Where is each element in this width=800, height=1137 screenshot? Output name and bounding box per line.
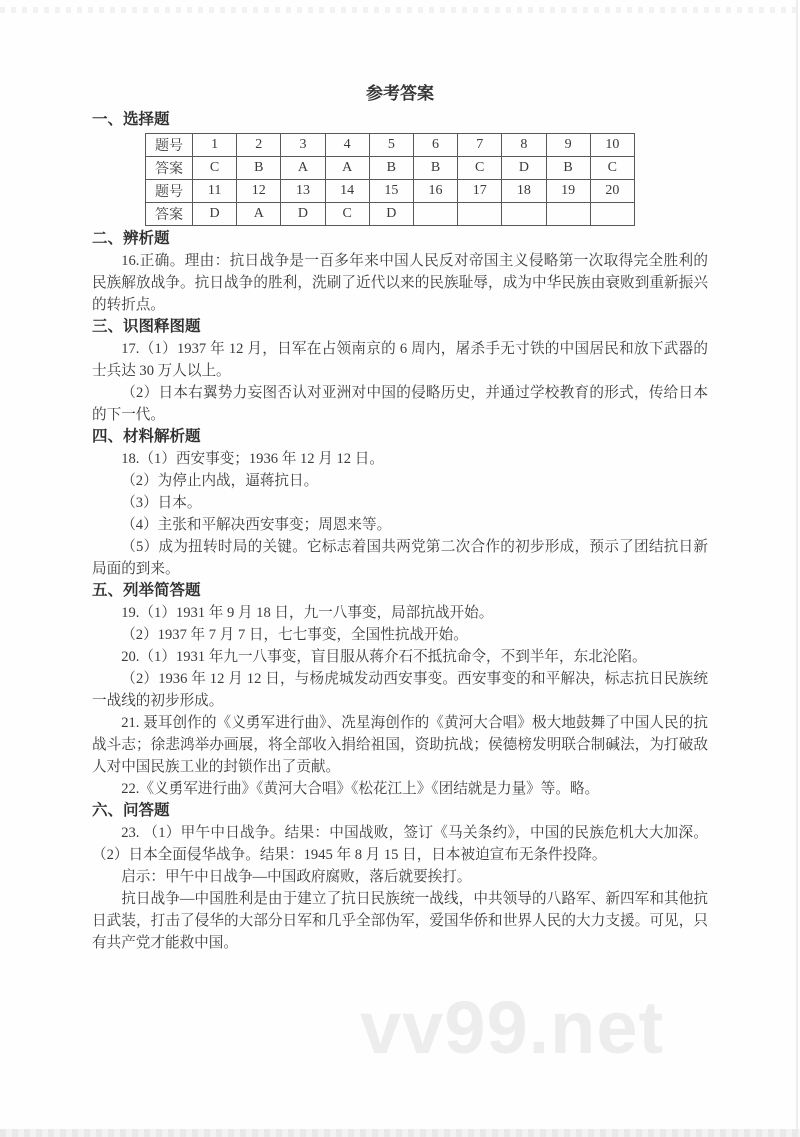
table-cell: C (193, 157, 237, 180)
section-heading-discrimination: 二、辨析题 (92, 230, 170, 247)
table-cell (546, 203, 590, 226)
scan-edge-top (0, 7, 800, 13)
table-cell: D (281, 203, 325, 226)
table-cell: 3 (281, 134, 325, 157)
table-cell: 7 (458, 134, 502, 157)
table-cell: 12 (237, 180, 281, 203)
table-cell: D (193, 203, 237, 226)
table-cell: 19 (546, 180, 590, 203)
paragraph-answer-16: 16.正确。理由：抗日战争是一百多年来中国人民反对帝国主义侵略第一次取得完全胜利的民族解放战争。抗日战争的胜利，洗刷了近代以来的民族耻辱，成为中华民族由衰败到重新振兴的转折点。 (92, 253, 708, 313)
table-cell: C (458, 157, 502, 180)
paragraph-answer-17-2: （2）日本右翼势力妄图否认对亚洲对中国的侵略历史，并通过学校教育的形式，传给日本的下一代。 (92, 385, 708, 423)
table-cell (458, 203, 502, 226)
paragraph-answer-19-1: 19.（1）1931 年 9 月 18 日，九一八事变，局部抗战开始。 (121, 605, 494, 621)
paragraph-answer-18-2: （2）为停止内战，逼蒋抗日。 (121, 473, 319, 489)
row-label: 答案 (146, 157, 193, 180)
table-cell: C (325, 203, 369, 226)
table-cell: 9 (546, 134, 590, 157)
table-cell: 5 (369, 134, 413, 157)
table-row (146, 157, 635, 180)
paragraph-answer-20-2: （2）1936 年 12 月 12 日，与杨虎城发动西安事变。西安事变的和平解决，标志抗日民族统一战线的初步形成。 (92, 671, 708, 709)
section-heading-material: 四、材料解析题 (92, 428, 201, 445)
page-title: 参考答案 (366, 84, 434, 103)
table-cell: D (502, 157, 546, 180)
table-cell: 20 (590, 180, 634, 203)
table-cell: A (281, 157, 325, 180)
table-cell: 15 (369, 180, 413, 203)
table-cell: B (546, 157, 590, 180)
row-label: 题号 (146, 180, 193, 203)
table-cell: 16 (413, 180, 457, 203)
table-cell: 4 (325, 134, 369, 157)
table-cell: C (590, 157, 634, 180)
table-row (146, 134, 635, 157)
paragraph-answer-17-1: 17.（1）1937 年 12 月，日军在占领南京的 6 周内，屠杀手无寸铁的中国居民和放下武器的士兵达 30 万人以上。 (92, 341, 708, 379)
row-label: 题号 (146, 134, 193, 157)
section-heading-qa: 六、问答题 (92, 802, 170, 819)
table-cell: B (369, 157, 413, 180)
table-row (146, 203, 635, 226)
paragraph-answer-18-3: （3）日本。 (121, 495, 202, 511)
table-cell: 10 (590, 134, 634, 157)
section-heading-choice: 一、选择题 (92, 111, 170, 128)
watermark: vv99.net (360, 986, 665, 1069)
table-cell: 18 (502, 180, 546, 203)
scan-edge-bottom (0, 1129, 800, 1137)
paragraph-answer-19-2: （2）1937 年 7 月 7 日，七七事变，全国性抗战开始。 (121, 627, 468, 643)
paragraph-answer-23: 23. （1）甲午中日战争。结果：中国战败，签订《马关条约》，中国的民族危机大大加深。（2）日本全面侵华战争。结果：1945 年 8 月 15 日，日本被迫宣布无条件投降。 (92, 825, 708, 863)
table-cell: B (237, 157, 281, 180)
paragraph-answer-21: 21. 聂耳创作的《义勇军进行曲》、冼星海创作的《黄河大合唱》极大地鼓舞了中国人民的抗战斗志；徐悲鸿举办画展，将全部收入捐给祖国，资助抗战；侯德榜发明联合制碱法，为打破敌人对中国民族工业的封锁作出了贡献。 (92, 715, 708, 775)
document-content (92, 82, 708, 954)
answer-table (145, 133, 635, 226)
table-cell: 13 (281, 180, 325, 203)
table-cell: 17 (458, 180, 502, 203)
table-cell: A (237, 203, 281, 226)
table-cell: 1 (193, 134, 237, 157)
table-cell: 14 (325, 180, 369, 203)
table-cell: A (325, 157, 369, 180)
table-cell: D (369, 203, 413, 226)
paragraph-answer-23-last: 抗日战争—中国胜利是由于建立了抗日民族统一战线，中共领导的八路军、新四军和其他抗日武装，打击了侵华的大部分日军和几乎全部伪军，爱国华侨和世界人民的大力支援。可见，只有共产党才能救中国。 (92, 891, 708, 951)
table-row (146, 180, 635, 203)
table-cell: 2 (237, 134, 281, 157)
paragraph-answer-20-1: 20.（1）1931 年九一八事变，盲目服从蒋介石不抵抗命令，不到半年，东北沦陷。 (121, 649, 647, 665)
table-cell (502, 203, 546, 226)
paragraph-answer-18-1: 18.（1）西安事变；1936 年 12 月 12 日。 (121, 451, 384, 467)
paragraph-answer-18-4: （4）主张和平解决西安事变；周恩来等。 (121, 517, 392, 533)
row-label: 答案 (146, 203, 193, 226)
paragraph-answer-23-hint: 启示：甲午中日战争—中国政府腐败，落后就要挨打。 (121, 869, 472, 885)
table-cell: B (413, 157, 457, 180)
table-cell (413, 203, 457, 226)
section-heading-picture: 三、识图释图题 (92, 318, 201, 335)
paragraph-answer-18-5: （5）成为扭转时局的关键。它标志着国共两党第二次合作的初步形成，预示了团结抗日新局面的到来。 (92, 539, 708, 577)
scan-edge-right (796, 0, 798, 1137)
table-cell (590, 203, 634, 226)
paragraph-answer-22: 22.《义勇军进行曲》《黄河大合唱》《松花江上》《团结就是力量》等。略。 (121, 781, 600, 797)
table-cell: 11 (193, 180, 237, 203)
section-heading-list: 五、列举简答题 (92, 582, 201, 599)
table-cell: 8 (502, 134, 546, 157)
table-cell: 6 (413, 134, 457, 157)
